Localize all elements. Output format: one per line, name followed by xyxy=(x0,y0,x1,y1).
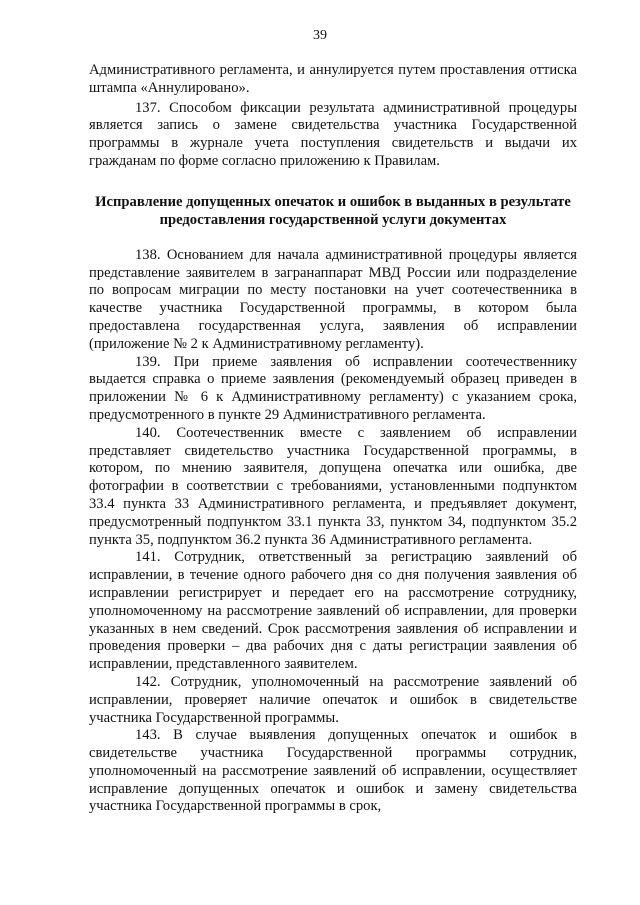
paragraph-143: 143. В случае выявления допущенных опечаток и ошибок в свидетельстве участника Государственной программы сотрудник, уполномоченный на рассмотрение заявлений об исправлении, осуществляет исправление допущенных опечаток и ошибок и замену свидетельства участника Государственной программы в срок, xyxy=(89,727,577,815)
document-body xyxy=(89,62,577,816)
paragraph-140: 140. Соотечественник вместе с заявлением об исправлении представляет свидетельство участника Государственной программы, в котором, по мнению заявителя, допущена опечатка или ошибка, две фотографии в соответствии с требованиями, установленными подпунктом 33.4 пункта 33 Административного регламента, и предъявляет документ, предусмотренный подпунктом 33.1 пункта 33, пунктом 34, подпунктом 35.2 пункта 35, подпунктом 36.2 пункта 36 Административного регламента. xyxy=(89,424,577,548)
paragraph-141: 141. Сотрудник, ответственный за регистрацию заявлений об исправлении, в течение одного рабочего дня со дня получения заявления об исправлении регистрирует и передает его на рассмотрение сотруднику, уполномоченному на рассмотрение заявлений об исправлении, для проверки указанных в нем сведений. Срок рассмотрения заявления об исправлении и проведения проверки – два рабочих дня с даты регистрации заявления об исправлении, представленного заявителем. xyxy=(89,549,577,673)
section-heading: Исправление допущенных опечаток и ошибок в выданных в результате предоставления государственной услуги документах xyxy=(95,193,571,228)
paragraph-139: 139. При приеме заявления об исправлении соотечественнику выдается справка о приеме заявления (рекомендуемый образец приведен в приложении № 6 к Административному регламенту) с указанием срока, предусмотренного в пункте 29 Административного регламента. xyxy=(89,353,577,423)
paragraph-137: 137. Способом фиксации результата административной процедуры является запись о замене свидетельства участника Государственной программы в журнале учета поступления свидетельств и выдачи их гражданам по форме согласно приложению к Правилам. xyxy=(89,99,577,169)
paragraph-continuation: Административного регламента, и аннулируется путем проставления оттиска штампа «Аннулировано». xyxy=(89,62,577,96)
paragraph-138: 138. Основанием для начала административной процедуры является представление заявителем в загранаппарат МВД России или подразделение по вопросам миграции по месту постановки на учет соотечественника в качестве участника Государственной программы, в котором была предоставлена государственная услуга, заявления об исправлении (приложение № 2 к Административному регламенту). xyxy=(89,246,577,352)
paragraph-142: 142. Сотрудник, уполномоченный на рассмотрение заявлений об исправлении, проверяет наличие опечаток и ошибок в свидетельстве участника Государственной программы. xyxy=(89,673,577,726)
page-number: 39 xyxy=(313,28,327,43)
